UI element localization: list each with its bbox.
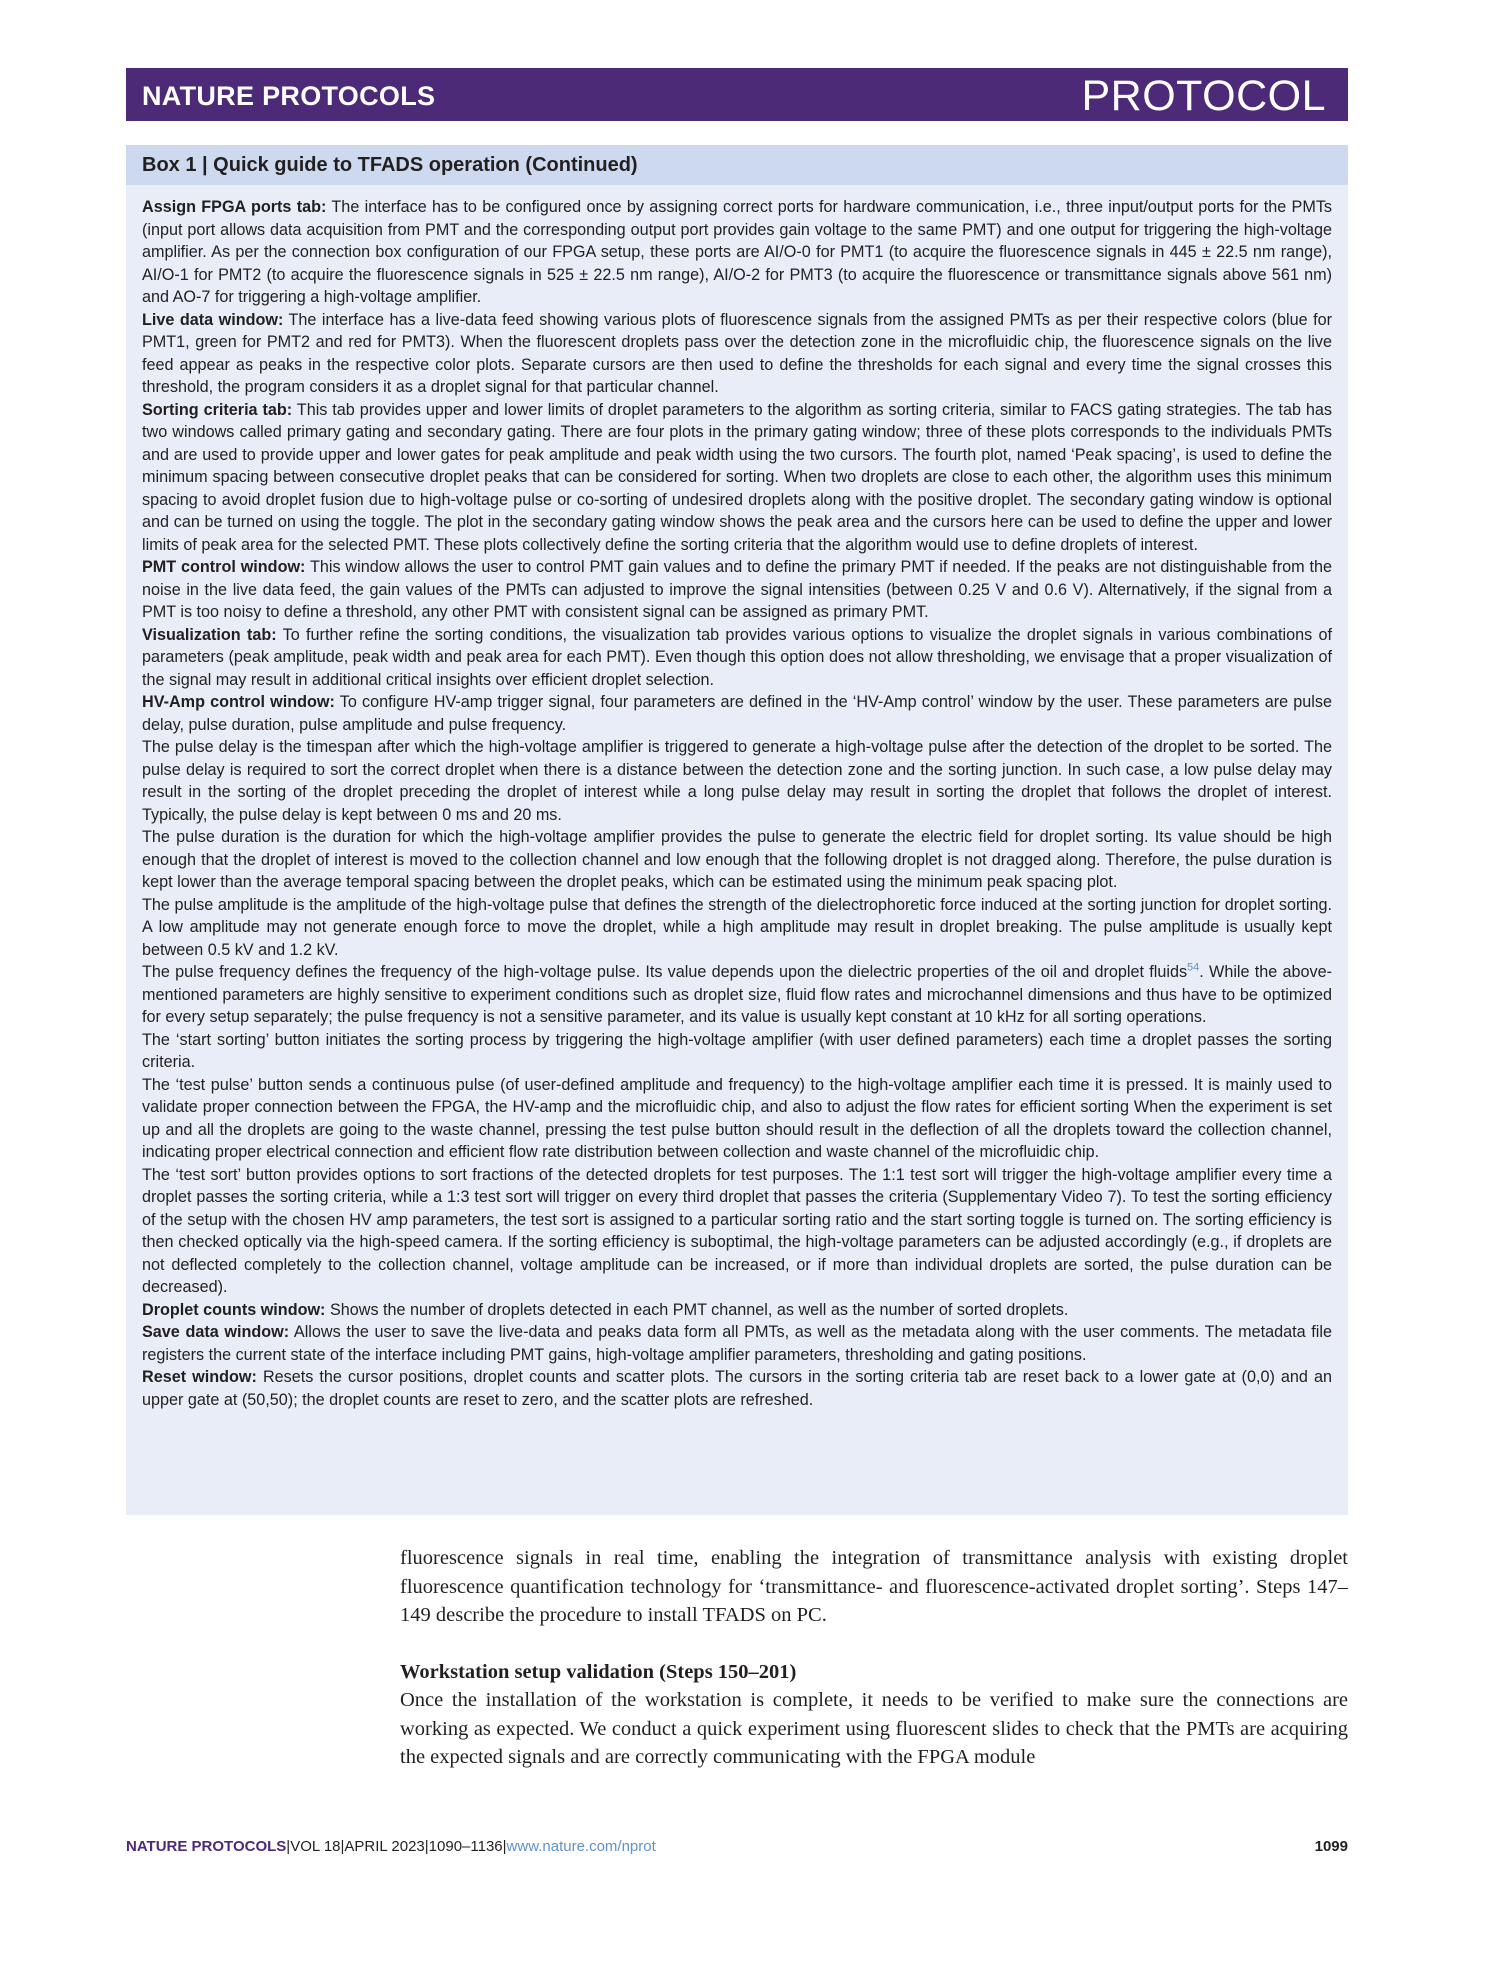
box-title: Box 1 | Quick guide to TFADS operation (Continued): [126, 145, 1348, 185]
box-paragraph-text: To further refine the sorting conditions, the visualization tab provides various options to visualize the droplet signals in various combinations of parameters (peak amplitude, peak width and peak area for each PMT). Even though this option does not allow thresholding, we envisage that a proper visualization of the signal may result in additional critical insights over efficient droplet selection.: [142, 625, 1332, 689]
page-number: 1099: [1314, 1838, 1348, 1855]
box-paragraph: [142, 1299, 1332, 1322]
page-footer: [126, 1838, 1348, 1860]
box-paragraph: [142, 1366, 1332, 1411]
section-paragraph: Once the installation of the workstation is complete, it needs to be verified to make sure the connections are working as expected. We conduct a quick experiment using fluorescent slides to check that the PMTs are acquiring the expected signals and are correctly communicating with the FPGA module: [400, 1689, 1348, 1768]
article-type: PROTOCOL: [1081, 72, 1326, 120]
box-paragraph-text: The pulse frequency defines the frequency of the high-voltage pulse. Its value depends upon the dielectric properties of the oil and droplet fluids: [142, 963, 1188, 981]
box-paragraph-text: The pulse delay is the timespan after which the high-voltage amplifier is triggered to generate a high-voltage pulse after the detection of the droplet to be sorted. The pulse delay is required to sort the correct droplet when there is a distance between the detection zone and the sorting junction. In such case, a low pulse delay may result in the sorting of the droplet preceding the droplet of interest while a long pulse delay may result in sorting the droplet that follows the droplet of interest. Typically, the pulse delay is kept between 0 ms and 20 ms.: [142, 738, 1332, 824]
box-paragraph: [142, 691, 1332, 736]
box-paragraph-text: The ‘test sort’ button provides options to sort fractions of the detected droplets for test purposes. The 1:1 test sort will trigger the high-voltage amplifier every time a droplet passes the sorting criteria, while a 1:3 test sort will trigger on every third droplet that passes the criteria (Supplementary Video 7). To test the sorting efficiency of the setup with the chosen HV amp parameters, the test sort is assigned to a particular sorting ratio and the start sorting toggle is turned on. The sorting efficiency is then checked optically via the high-speed camera. If the sorting efficiency is suboptimal, the high-voltage parameters can be adjusted accordingly (e.g., if droplets are not deflected completely to the collection channel, voltage amplitude can be increased, or if more than individual droplets are sorted, the pulse duration can be decreased).: [142, 1165, 1332, 1296]
section-heading: Workstation setup validation (Steps 150–201): [400, 1660, 797, 1683]
box-paragraph-term: Live data window:: [142, 310, 284, 329]
box-paragraph-term: HV-Amp control window:: [142, 693, 335, 711]
box-paragraph: [142, 196, 1332, 309]
box-paragraph: [142, 624, 1332, 692]
box-paragraph-text: Shows the number of droplets detected in each PMT channel, as well as the number of sorted droplets.: [325, 1300, 1069, 1319]
footer-citation: [126, 1838, 656, 1855]
footer-url-link[interactable]: www.nature.com/nprot: [506, 1838, 656, 1855]
main-text: [400, 1544, 1348, 1772]
box-paragraph-term: Assign FPGA ports tab:: [142, 198, 327, 216]
box-quick-guide: [126, 145, 1348, 1515]
box-paragraph-text: The ‘start sorting’ button initiates the sorting process by triggering the high-voltage amplifier (with user defined parameters) each time a droplet passes the sorting criteria.: [142, 1030, 1332, 1071]
box-paragraph-text: To configure HV-amp trigger signal, four parameters are defined in the ‘HV-Amp control’ window by the user. These parameters are pulse delay, pulse duration, pulse amplitude and pulse frequency.: [142, 693, 1332, 734]
box-paragraph: [142, 826, 1332, 894]
footer-separator: |: [286, 1838, 291, 1855]
box-paragraph: [142, 1074, 1332, 1164]
box-paragraph-text: Resets the cursor positions, droplet counts and scatter plots. The cursors in the sorting criteria tab are reset back to a lower gate at (0,0) and an upper gate at (50,50); the droplet counts are reset to zero, and the scatter plots are refreshed.: [142, 1368, 1332, 1409]
box-paragraph: [142, 1164, 1332, 1299]
journal-header-bar: [126, 68, 1348, 121]
box-body: [126, 185, 1348, 1411]
footer-journal: NATURE PROTOCOLS: [126, 1838, 287, 1855]
journal-name: NATURE PROTOCOLS: [142, 81, 436, 111]
box-paragraph: [142, 399, 1332, 557]
box-paragraph: [142, 736, 1332, 826]
box-paragraph-text: This window allows the user to control PMT gain values and to define the primary PMT if needed. If the peaks are not distinguishable from the noise in the live data feed, the gain values of the PMTs can adjusted to improve the signal intensities (between 0.25 V and 0.6 V). Alternatively, if the signal from a PMT is too noisy to define a threshold, any other PMT with consistent signal can be assigned as primary PMT.: [142, 558, 1332, 621]
box-paragraph-text: The pulse duration is the duration for which the high-voltage amplifier provides the pulse to generate the electric field for droplet sorting. Its value should be high enough that the droplet of interest is moved to the collection channel and low enough that the following droplet is not dragged along. Therefore, the pulse duration is kept lower than the average temporal spacing between the droplet peaks, which can be estimated using the minimum peak spacing plot.: [142, 828, 1332, 891]
box-paragraph-term: Visualization tab:: [142, 625, 277, 644]
box-paragraph: [142, 309, 1332, 399]
box-paragraph-text: The ‘test pulse’ button sends a continuous pulse (of user-defined amplitude and frequency) to the high-voltage amplifier each time it is pressed. It is mainly used to validate proper connection between the FPGA, the HV-amp and the microfluidic chip, and also to adjust the flow rates for efficient sorting When the experiment is set up and all the droplets are going to the waste channel, pressing the test pulse button should result in the deflection of all the droplets toward the collection channel, indicating proper electrical connection and efficient flow rate distribution between collection and waste channel of the microfluidic chip.: [142, 1075, 1332, 1161]
box-paragraph-text: The interface has to be configured once by assigning correct ports for hardware communication, i.e., three input/output ports for the PMTs (input port allows data acquisition from PMT and the corresponding output port provides gain voltage to the same PMT) and one output for triggering the high-voltage amplifier. As per the connection box configuration of our FPGA setup, these ports are AI/O-0 for PMT1 (to acquire the fluorescence signals in 445 ± 22.5 nm range), AI/O-1 for PMT2 (to acquire the fluorescence signals in 525 ± 22.5 nm range), AI/O-2 for PMT3 (to acquire the fluorescence or transmittance signals above 561 nm) and AO-7 for triggering a high-voltage amplifier.: [142, 198, 1332, 306]
footer-separator: |: [424, 1838, 429, 1855]
box-paragraph-text: The interface has a live-data feed showing various plots of fluorescence signals from the assigned PMTs as per their respective colors (blue for PMT1, green for PMT2 and red for PMT3). When the fluorescent droplets pass over the detection zone in the microfluidic chip, the fluorescence signals on the live feed appear as peaks in the respective color plots. Separate cursors are then used to define the thresholds for each signal and every time the signal crosses this threshold, the program considers it as a droplet signal for that particular channel.: [142, 310, 1333, 396]
reference-link[interactable]: 54: [1187, 961, 1200, 974]
footer-separator: |: [340, 1838, 345, 1855]
footer-volume: VOL 18: [290, 1838, 341, 1855]
footer-date: APRIL 2023: [344, 1838, 425, 1855]
box-paragraph: [142, 961, 1332, 1029]
box-paragraph-term: PMT control window:: [142, 558, 306, 576]
box-paragraph: [142, 1321, 1332, 1366]
box-paragraph-text: Allows the user to save the live-data and peaks data form all PMTs, as well as the metadata along with the user comments. The metadata file registers the current state of the interface including PMT gains, high-voltage amplifier parameters, thresholding and gating positions.: [142, 1323, 1332, 1364]
box-paragraph: [142, 894, 1332, 962]
box-paragraph-text: . While the above-mentioned parameters are highly sensitive to experiment conditions such as droplet size, fluid flow rates and microchannel dimensions and thus have to be optimized for every setup separately; the pulse frequency is not a sensitive parameter, and its value is usually kept constant at 10 kHz for all sorting operations.: [142, 963, 1333, 1026]
intro-paragraph: fluorescence signals in real time, enabling the integration of transmittance analysis with existing droplet fluorescence quantification technology for ‘transmittance- and fluorescence-activated droplet sorting’. Steps 147–149 describe the procedure to install TFADS on PC.: [400, 1547, 1348, 1626]
footer-pages: 1090–1136: [428, 1838, 503, 1855]
box-paragraph: [142, 556, 1332, 624]
box-paragraph-term: Sorting criteria tab:: [142, 400, 293, 419]
box-paragraph-text: The pulse amplitude is the amplitude of the high-voltage pulse that defines the strength of the dielectrophoretic force induced at the sorting junction for droplet sorting. A low amplitude may not generate enough force to move the droplet, while a high amplitude may result in droplet breaking. The pulse amplitude is usually kept between 0.5 kV and 1.2 kV.: [142, 895, 1332, 959]
box-paragraph-term: Reset window:: [142, 1368, 257, 1386]
box-paragraph: [142, 1029, 1332, 1074]
box-paragraph-text: This tab provides upper and lower limits of droplet parameters to the algorithm as sorting criteria, similar to FACS gating strategies. The tab has two windows called primary gating and secondary gating. There are four plots in the primary gating window; three of these plots corresponds to the individuals PMTs and are used to provide upper and lower gates for peak amplitude and peak width using the two cursors. The fourth plot, named ‘Peak spacing’, is used to define the minimum spacing between consecutive droplet peaks that can be considered for sorting. When two droplets are close to each other, the algorithm uses this minimum spacing to avoid droplet fusion due to high-voltage pulse or co-sorting of undesired droplets along with the positive droplet. The secondary gating window is optional and can be turned on using the toggle. The plot in the secondary gating window shows the peak area and the cursors here can be used to define the upper and lower limits of peak area for the selected PMT. These plots collectively define the sorting criteria that the algorithm would use to define droplets of interest.: [142, 400, 1333, 554]
box-paragraph-term: Droplet counts window:: [142, 1300, 326, 1319]
footer-separator: |: [502, 1838, 507, 1855]
box-paragraph-term: Save data window:: [142, 1323, 290, 1341]
